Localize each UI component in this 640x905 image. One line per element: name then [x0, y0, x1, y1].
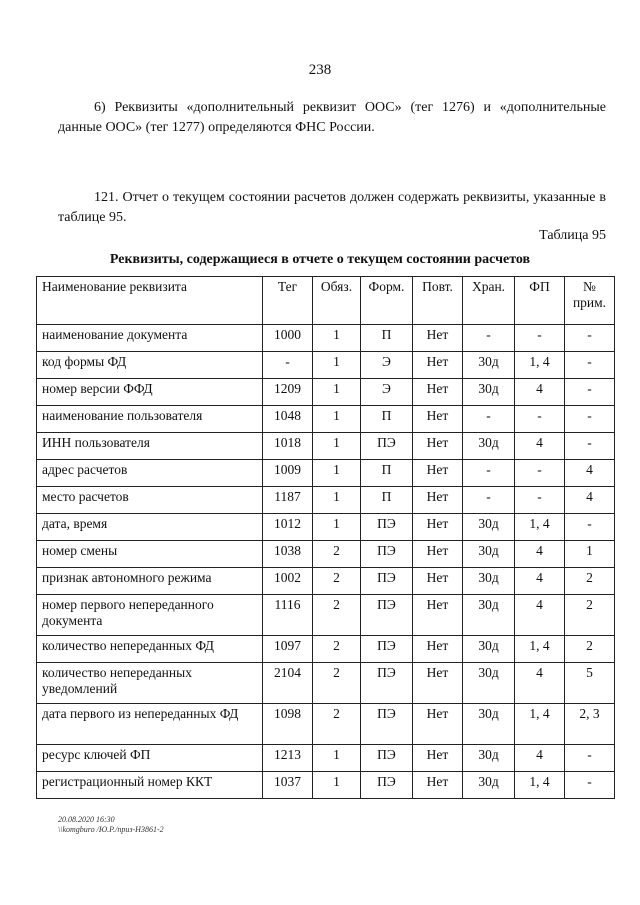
- table-cell: -: [565, 325, 615, 352]
- table-cell: 1, 4: [515, 704, 565, 745]
- table-cell: -: [463, 460, 515, 487]
- table-cell: Нет: [413, 595, 463, 636]
- table-cell: 2: [565, 568, 615, 595]
- column-header: Форм.: [361, 277, 413, 325]
- table-row: [37, 663, 615, 704]
- table-cell: 1018: [263, 433, 313, 460]
- table-cell: ПЭ: [361, 704, 413, 745]
- table-cell: -: [463, 325, 515, 352]
- table-cell: ПЭ: [361, 595, 413, 636]
- table-cell: Нет: [413, 406, 463, 433]
- table-body: [37, 325, 615, 799]
- table-cell: 1, 4: [515, 772, 565, 799]
- table-row: [37, 745, 615, 772]
- table-row: [37, 636, 615, 663]
- table-cell: -: [515, 460, 565, 487]
- page-number: 238: [308, 62, 332, 78]
- table-cell: 1: [313, 379, 361, 406]
- table-cell: 2: [313, 595, 361, 636]
- table-cell: 4: [515, 568, 565, 595]
- table-cell: 2: [565, 595, 615, 636]
- table-cell: 30д: [463, 636, 515, 663]
- table-cell: дата, время: [37, 514, 263, 541]
- footer-timestamp: 20.08.2020 16:30: [58, 815, 115, 824]
- table-cell: 2: [313, 663, 361, 704]
- table-cell: Нет: [413, 433, 463, 460]
- table-row: [37, 568, 615, 595]
- table-header-row: [37, 277, 615, 325]
- table-cell: 4: [515, 595, 565, 636]
- table-cell: 1116: [263, 595, 313, 636]
- table-cell: -: [565, 352, 615, 379]
- table-cell: П: [361, 487, 413, 514]
- paragraph-2: 121. Отчет о текущем состоянии расчетов должен содержать реквизиты, указанные в таблице 95.: [58, 190, 606, 225]
- table-cell: 2: [313, 568, 361, 595]
- table-cell: Нет: [413, 514, 463, 541]
- table-cell: П: [361, 325, 413, 352]
- table-cell: 30д: [463, 663, 515, 704]
- table-cell: ПЭ: [361, 541, 413, 568]
- table-cell: Нет: [413, 663, 463, 704]
- table-cell: Нет: [413, 379, 463, 406]
- requisites-table: [36, 276, 615, 799]
- table-row: [37, 352, 615, 379]
- table-cell: -: [263, 352, 313, 379]
- table-row: [37, 460, 615, 487]
- table-cell: 4: [515, 379, 565, 406]
- table-cell: П: [361, 406, 413, 433]
- table-cell: 1: [313, 352, 361, 379]
- table-row: [37, 704, 615, 745]
- footer-file-path: \\komgburo /Ю.Р./приз-Н3861-2: [58, 825, 164, 834]
- table-cell: регистрационный номер ККТ: [37, 772, 263, 799]
- table-row: [37, 541, 615, 568]
- table-cell: ПЭ: [361, 745, 413, 772]
- table-cell: номер смены: [37, 541, 263, 568]
- table-title: Реквизиты, содержащиеся в отчете о текущем состоянии расчетов: [109, 252, 531, 267]
- table-cell: ПЭ: [361, 772, 413, 799]
- table-cell: -: [565, 379, 615, 406]
- table-cell: -: [565, 772, 615, 799]
- table-cell: 1: [313, 406, 361, 433]
- table-cell: 1: [313, 514, 361, 541]
- table-cell: -: [515, 487, 565, 514]
- table-cell: количество непереданных уведомлений: [37, 663, 263, 704]
- table-cell: 1002: [263, 568, 313, 595]
- table-cell: 30д: [463, 704, 515, 745]
- table-cell: -: [565, 745, 615, 772]
- table-cell: 30д: [463, 379, 515, 406]
- table-cell: 30д: [463, 595, 515, 636]
- footer-stamp: [58, 815, 164, 835]
- table-cell: ПЭ: [361, 433, 413, 460]
- table-cell: номер первого непереданного документа: [37, 595, 263, 636]
- table-cell: Нет: [413, 772, 463, 799]
- column-header: Тег: [263, 277, 313, 325]
- table-cell: Нет: [413, 487, 463, 514]
- table-cell: 1009: [263, 460, 313, 487]
- table-cell: 4: [515, 433, 565, 460]
- table-cell: ПЭ: [361, 636, 413, 663]
- table-cell: -: [463, 406, 515, 433]
- table-cell: дата первого из непереданных ФД: [37, 704, 263, 745]
- table-cell: 1213: [263, 745, 313, 772]
- table-cell: количество непереданных ФД: [37, 636, 263, 663]
- table-cell: Нет: [413, 636, 463, 663]
- table-cell: код формы ФД: [37, 352, 263, 379]
- table-cell: номер версии ФФД: [37, 379, 263, 406]
- table-cell: ПЭ: [361, 663, 413, 704]
- table-cell: Э: [361, 352, 413, 379]
- table-cell: признак автономного режима: [37, 568, 263, 595]
- column-header: ФП: [515, 277, 565, 325]
- table-cell: 30д: [463, 772, 515, 799]
- table-cell: 1209: [263, 379, 313, 406]
- table-cell: Нет: [413, 745, 463, 772]
- table-cell: -: [463, 487, 515, 514]
- table-cell: ПЭ: [361, 568, 413, 595]
- table-row: [37, 487, 615, 514]
- table-label: Таблица 95: [539, 228, 606, 243]
- table-row: [37, 514, 615, 541]
- table-cell: 1, 4: [515, 514, 565, 541]
- table-cell: Нет: [413, 568, 463, 595]
- table-cell: 2: [565, 636, 615, 663]
- table-cell: 30д: [463, 514, 515, 541]
- table-cell: 1: [313, 325, 361, 352]
- table-cell: 1037: [263, 772, 313, 799]
- table-cell: 4: [515, 663, 565, 704]
- table-cell: 1, 4: [515, 636, 565, 663]
- table-cell: Э: [361, 379, 413, 406]
- table-cell: адрес расчетов: [37, 460, 263, 487]
- column-header: Обяз.: [313, 277, 361, 325]
- table-cell: 2, 3: [565, 704, 615, 745]
- column-header: Наименование реквизита: [37, 277, 263, 325]
- table-cell: 1: [313, 772, 361, 799]
- table-cell: 30д: [463, 352, 515, 379]
- table-row: [37, 595, 615, 636]
- table-cell: наименование пользователя: [37, 406, 263, 433]
- paragraph-1: 6) Реквизиты «дополнительный реквизит ООС» (тег 1276) и «дополнительные данные ООС» (тег 1277) определяются ФНС России.: [58, 100, 606, 135]
- table-cell: 2: [313, 636, 361, 663]
- table-row: [37, 406, 615, 433]
- table-cell: Нет: [413, 352, 463, 379]
- table-cell: ИНН пользователя: [37, 433, 263, 460]
- table-cell: -: [565, 514, 615, 541]
- table-cell: 1097: [263, 636, 313, 663]
- table-row: [37, 379, 615, 406]
- table-cell: -: [515, 406, 565, 433]
- table-cell: место расчетов: [37, 487, 263, 514]
- table-cell: 2: [313, 704, 361, 745]
- table-cell: Нет: [413, 460, 463, 487]
- table-row: [37, 772, 615, 799]
- table-cell: 2: [313, 541, 361, 568]
- table-cell: 30д: [463, 745, 515, 772]
- table-cell: 30д: [463, 568, 515, 595]
- table-cell: -: [565, 406, 615, 433]
- column-header: № прим.: [565, 277, 615, 325]
- table-cell: -: [515, 325, 565, 352]
- table-cell: 4: [565, 460, 615, 487]
- table-cell: П: [361, 460, 413, 487]
- table-cell: 30д: [463, 433, 515, 460]
- table-cell: 1: [313, 745, 361, 772]
- table-cell: 1012: [263, 514, 313, 541]
- table-cell: -: [565, 433, 615, 460]
- column-header: Хран.: [463, 277, 515, 325]
- table-cell: Нет: [413, 325, 463, 352]
- table-cell: ресурс ключей ФП: [37, 745, 263, 772]
- table-cell: 2104: [263, 663, 313, 704]
- table-cell: 1, 4: [515, 352, 565, 379]
- table-cell: 30д: [463, 541, 515, 568]
- table-cell: 1: [313, 460, 361, 487]
- table-cell: 1048: [263, 406, 313, 433]
- table-cell: 4: [515, 745, 565, 772]
- table-cell: 1: [565, 541, 615, 568]
- table-cell: 1: [313, 487, 361, 514]
- table-cell: 1038: [263, 541, 313, 568]
- table-cell: наименование документа: [37, 325, 263, 352]
- table-cell: ПЭ: [361, 514, 413, 541]
- table-cell: 1187: [263, 487, 313, 514]
- table-cell: 1000: [263, 325, 313, 352]
- table-cell: 1098: [263, 704, 313, 745]
- table-cell: 5: [565, 663, 615, 704]
- table-cell: Нет: [413, 541, 463, 568]
- table-cell: 4: [565, 487, 615, 514]
- column-header: Повт.: [413, 277, 463, 325]
- table-row: [37, 433, 615, 460]
- table-cell: Нет: [413, 704, 463, 745]
- table-cell: 1: [313, 433, 361, 460]
- table-cell: 4: [515, 541, 565, 568]
- table-row: [37, 325, 615, 352]
